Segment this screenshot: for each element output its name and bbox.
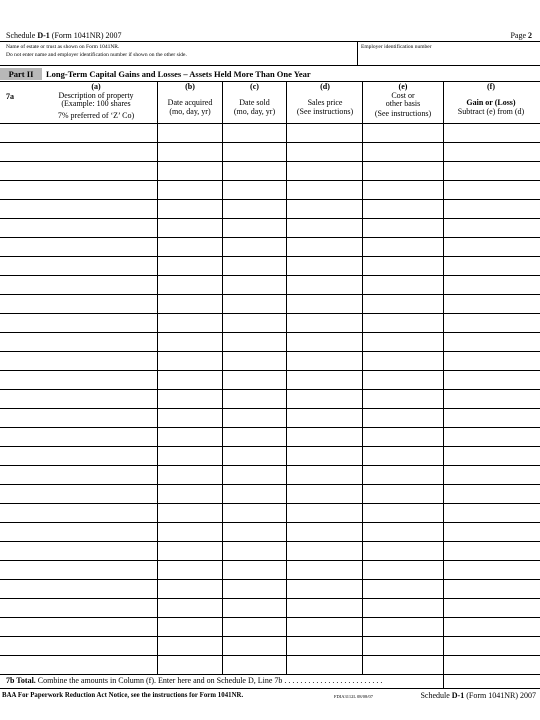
entry-cell-date-acquired[interactable] [159, 257, 221, 274]
column-f-text-1: Gain or (Loss) [466, 97, 516, 107]
entry-cell-description[interactable] [1, 637, 156, 654]
entry-cell-gain-loss[interactable] [445, 561, 539, 578]
entry-cell-date-sold[interactable] [224, 656, 285, 673]
entry-cell-gain-loss[interactable] [445, 428, 539, 445]
entry-cell-description[interactable] [1, 618, 156, 635]
entry-cell-date-acquired[interactable] [159, 295, 221, 312]
entry-cell-cost-basis[interactable] [364, 257, 442, 274]
column-header-f [444, 83, 538, 117]
name-line-1: Name of estate or trust as shown on Form 1041NR. [6, 44, 120, 50]
entry-cell-cost-basis[interactable] [364, 599, 442, 616]
entry-cell-date-acquired[interactable] [159, 580, 221, 597]
column-e-text-2: other basis [385, 99, 421, 109]
page-number [510, 31, 532, 40]
entry-cell-cost-basis[interactable] [364, 466, 442, 483]
part-bottom-rule [0, 81, 540, 82]
entry-cell-description[interactable] [1, 561, 156, 578]
entry-cell-date-acquired[interactable] [159, 561, 221, 578]
entry-cell-gain-loss[interactable] [445, 618, 539, 635]
baa-notice: BAA For Paperwork Reduction Act Notice, see the instructions for Form 1041NR. [2, 692, 244, 699]
column-header-a [36, 83, 156, 120]
entry-cell-cost-basis[interactable] [364, 276, 442, 293]
entry-cell-description[interactable] [1, 219, 156, 236]
entry-cell-sales-price[interactable] [288, 219, 361, 236]
line-7a-label: 7a [6, 92, 14, 101]
ein-field[interactable] [360, 52, 538, 65]
entry-cell-date-sold[interactable] [224, 504, 285, 521]
entry-cell-sales-price[interactable] [288, 523, 361, 540]
total-amount-field[interactable] [446, 675, 538, 687]
entry-cell-gain-loss[interactable] [445, 352, 539, 369]
entry-cell-cost-basis[interactable] [364, 637, 442, 654]
entry-cell-date-acquired[interactable] [159, 200, 221, 217]
entry-cell-description[interactable] [1, 599, 156, 616]
column-c-text-1: Date sold [239, 97, 270, 107]
footer-rule [0, 688, 540, 689]
column-d-text-1: Sales price [307, 97, 343, 107]
column-a-text-2: (Example: 100 shares [61, 99, 131, 109]
entry-cell-gain-loss[interactable] [445, 599, 539, 616]
entry-cell-date-acquired[interactable] [159, 124, 221, 141]
entry-cell-date-sold[interactable] [224, 580, 285, 597]
entry-cell-cost-basis[interactable] [364, 485, 442, 502]
entry-cell-sales-price[interactable] [288, 181, 361, 198]
form-title-schedule: D-1 [37, 31, 50, 40]
total-text: Combine the amounts in Column (f). Enter here and on Schedule D, Line 7b [35, 676, 283, 685]
column-d-letter: (d) [320, 82, 330, 91]
ein-divider [357, 41, 358, 65]
entry-cell-date-sold[interactable] [224, 599, 285, 616]
entry-cell-date-acquired[interactable] [159, 314, 221, 331]
entry-cell-gain-loss[interactable] [445, 219, 539, 236]
entry-cell-description[interactable] [1, 143, 156, 160]
entry-cell-gain-loss[interactable] [445, 314, 539, 331]
entry-cell-sales-price[interactable] [288, 200, 361, 217]
entry-cell-cost-basis[interactable] [364, 219, 442, 236]
entry-cell-sales-price[interactable] [288, 409, 361, 426]
column-c-text-2: (mo, day, yr) [233, 107, 276, 117]
entry-cell-cost-basis[interactable] [364, 447, 442, 464]
entry-cell-sales-price[interactable] [288, 276, 361, 293]
form-code: FDIA3112L 08/08/07 [334, 694, 374, 699]
entry-cell-description[interactable] [1, 314, 156, 331]
entry-cell-sales-price[interactable] [288, 162, 361, 179]
entry-cell-gain-loss[interactable] [445, 181, 539, 198]
col-divider-d [286, 81, 287, 674]
column-e-text-1: Cost or [391, 90, 415, 100]
total-label: 7b Total. [6, 676, 36, 685]
col-divider-f [443, 81, 444, 688]
name-field[interactable] [2, 52, 354, 65]
entry-cell-sales-price[interactable] [288, 352, 361, 369]
entry-cell-date-acquired[interactable] [159, 162, 221, 179]
entry-cell-cost-basis[interactable] [364, 333, 442, 350]
entry-cell-date-sold[interactable] [224, 162, 285, 179]
entry-cell-date-sold[interactable] [224, 143, 285, 160]
entry-cell-cost-basis[interactable] [364, 162, 442, 179]
part-top-rule [0, 65, 540, 66]
entry-cell-cost-basis[interactable] [364, 542, 442, 559]
column-e-letter: (e) [398, 82, 408, 91]
entry-cell-date-acquired[interactable] [159, 428, 221, 445]
entry-cell-gain-loss[interactable] [445, 504, 539, 521]
entry-cell-description[interactable] [1, 295, 156, 312]
entry-cell-date-acquired[interactable] [159, 599, 221, 616]
entry-cell-sales-price[interactable] [288, 428, 361, 445]
entry-cell-sales-price[interactable] [288, 143, 361, 160]
entry-cell-date-sold[interactable] [224, 371, 285, 388]
entry-cell-cost-basis[interactable] [364, 523, 442, 540]
entry-cell-gain-loss[interactable] [445, 542, 539, 559]
entry-cell-sales-price[interactable] [288, 580, 361, 597]
col-divider-e [362, 81, 363, 674]
entry-cell-cost-basis[interactable] [364, 656, 442, 673]
column-a-text-3: 7% preferred of ‘Z’ Co) [57, 110, 135, 120]
entry-cell-date-sold[interactable] [224, 561, 285, 578]
entry-cell-date-sold[interactable] [224, 200, 285, 217]
column-d-text-2: (See instructions) [296, 107, 354, 117]
entry-cell-date-acquired[interactable] [159, 181, 221, 198]
part-label: Part II [0, 68, 42, 80]
entry-cell-date-sold[interactable] [224, 314, 285, 331]
column-header-c [223, 83, 286, 117]
entry-cell-cost-basis[interactable] [364, 295, 442, 312]
col-divider-c [222, 81, 223, 674]
entry-cell-date-sold[interactable] [224, 295, 285, 312]
entry-cell-description[interactable] [1, 580, 156, 597]
entry-cell-gain-loss[interactable] [445, 371, 539, 388]
entry-cell-date-acquired[interactable] [159, 219, 221, 236]
entry-cell-cost-basis[interactable] [364, 124, 442, 141]
entry-cell-sales-price[interactable] [288, 485, 361, 502]
name-line-2: Do not enter name and employer identification number if shown on the other side. [6, 52, 187, 58]
entry-cell-cost-basis[interactable] [364, 238, 442, 255]
total-leader: . . . . . . . . . . . . . . . . . . . . . . . . . [282, 676, 383, 685]
entry-cell-gain-loss[interactable] [445, 580, 539, 597]
form-title [6, 31, 122, 40]
entry-cell-date-acquired[interactable] [159, 618, 221, 635]
entry-cell-sales-price[interactable] [288, 466, 361, 483]
entry-cell-cost-basis[interactable] [364, 200, 442, 217]
entry-cell-date-sold[interactable] [224, 523, 285, 540]
entry-cell-description[interactable] [1, 409, 156, 426]
entry-cell-sales-price[interactable] [288, 314, 361, 331]
entry-cell-description[interactable] [1, 276, 156, 293]
entry-cell-date-sold[interactable] [224, 333, 285, 350]
entry-cell-description[interactable] [1, 200, 156, 217]
entry-cell-description[interactable] [1, 124, 156, 141]
entry-cell-sales-price[interactable] [288, 295, 361, 312]
entry-cell-cost-basis[interactable] [364, 409, 442, 426]
entry-cell-description[interactable] [1, 466, 156, 483]
column-f-letter: (f) [487, 82, 495, 91]
entry-cell-date-acquired[interactable] [159, 352, 221, 369]
entry-cell-date-acquired[interactable] [159, 390, 221, 407]
entry-cell-sales-price[interactable] [288, 656, 361, 673]
entry-cell-description[interactable] [1, 523, 156, 540]
footer-title-prefix: Schedule [420, 691, 452, 700]
entry-cell-date-sold[interactable] [224, 485, 285, 502]
entry-cell-gain-loss[interactable] [445, 143, 539, 160]
entry-cell-description[interactable] [1, 257, 156, 274]
entry-cell-description[interactable] [1, 238, 156, 255]
entry-cell-gain-loss[interactable] [445, 295, 539, 312]
entry-cell-gain-loss[interactable] [445, 466, 539, 483]
column-e-text-3: (See instructions) [374, 108, 432, 118]
entry-cell-description[interactable] [1, 447, 156, 464]
entry-cell-date-acquired[interactable] [159, 656, 221, 673]
entry-cell-cost-basis[interactable] [364, 580, 442, 597]
entry-cell-sales-price[interactable] [288, 371, 361, 388]
entry-cell-date-sold[interactable] [224, 124, 285, 141]
entry-cell-sales-price[interactable] [288, 504, 361, 521]
entry-cell-date-acquired[interactable] [159, 409, 221, 426]
entry-cell-date-sold[interactable] [224, 542, 285, 559]
entry-cell-date-acquired[interactable] [159, 637, 221, 654]
entry-cell-date-acquired[interactable] [159, 504, 221, 521]
column-a-text-1: Description of property [58, 90, 134, 100]
entry-cell-gain-loss[interactable] [445, 637, 539, 654]
entry-cell-sales-price[interactable] [288, 390, 361, 407]
entry-cell-gain-loss[interactable] [445, 485, 539, 502]
column-f-text-2: Subtract (e) from (d) [457, 107, 525, 117]
entry-cell-description[interactable] [1, 352, 156, 369]
entry-cell-gain-loss[interactable] [445, 447, 539, 464]
entry-cell-description[interactable] [1, 428, 156, 445]
column-b-text-2: (mo, day, yr) [169, 107, 211, 117]
entry-cell-sales-price[interactable] [288, 599, 361, 616]
column-a-letter: (a) [91, 82, 101, 91]
entry-cell-date-sold[interactable] [224, 447, 285, 464]
entry-cell-description[interactable] [1, 390, 156, 407]
entry-cell-sales-price[interactable] [288, 561, 361, 578]
entry-cell-gain-loss[interactable] [445, 238, 539, 255]
entry-cell-gain-loss[interactable] [445, 409, 539, 426]
footer-title-schedule: D-1 [451, 691, 465, 700]
column-b-text-1: Date acquired [167, 97, 213, 107]
entry-cell-cost-basis[interactable] [364, 390, 442, 407]
entry-cell-description[interactable] [1, 371, 156, 388]
entry-cell-cost-basis[interactable] [364, 504, 442, 521]
entry-cell-date-sold[interactable] [224, 466, 285, 483]
entry-cell-gain-loss[interactable] [445, 124, 539, 141]
entry-cell-cost-basis[interactable] [364, 618, 442, 635]
entry-cell-sales-price[interactable] [288, 124, 361, 141]
ein-label: Employer identification number [361, 44, 432, 50]
entry-cell-sales-price[interactable] [288, 618, 361, 635]
entry-cell-sales-price[interactable] [288, 637, 361, 654]
column-header-d [287, 83, 363, 117]
entry-cell-date-acquired[interactable] [159, 333, 221, 350]
part-title: Long-Term Capital Gains and Losses – Assets Held More Than One Year [46, 69, 311, 79]
form-title-suffix: (Form 1041NR) 2007 [49, 31, 122, 40]
entry-cell-cost-basis[interactable] [364, 352, 442, 369]
entry-cell-date-acquired[interactable] [159, 238, 221, 255]
entry-cell-cost-basis[interactable] [364, 143, 442, 160]
entry-cell-date-acquired[interactable] [159, 371, 221, 388]
entry-cell-gain-loss[interactable] [445, 276, 539, 293]
entry-cell-date-acquired[interactable] [159, 447, 221, 464]
entry-cell-sales-price[interactable] [288, 257, 361, 274]
footer-title-suffix: (Form 1041NR) 2007 [464, 691, 536, 700]
entry-cell-date-sold[interactable] [224, 637, 285, 654]
entry-cell-date-acquired[interactable] [159, 466, 221, 483]
entry-cell-gain-loss[interactable] [445, 523, 539, 540]
entry-cell-sales-price[interactable] [288, 447, 361, 464]
entry-cell-sales-price[interactable] [288, 333, 361, 350]
col-divider-b [157, 81, 158, 674]
column-c-letter: (c) [250, 82, 259, 91]
entry-cell-sales-price[interactable] [288, 238, 361, 255]
entry-cell-date-sold[interactable] [224, 428, 285, 445]
entry-cell-cost-basis[interactable] [364, 371, 442, 388]
entry-cell-gain-loss[interactable] [445, 200, 539, 217]
entry-cell-sales-price[interactable] [288, 542, 361, 559]
entry-cell-date-sold[interactable] [224, 390, 285, 407]
entry-cell-date-acquired[interactable] [159, 542, 221, 559]
entry-cell-cost-basis[interactable] [364, 181, 442, 198]
entry-cell-date-acquired[interactable] [159, 276, 221, 293]
footer-form-title [420, 691, 536, 700]
total-line [6, 676, 382, 685]
entry-cell-date-sold[interactable] [224, 257, 285, 274]
entry-cell-gain-loss[interactable] [445, 333, 539, 350]
entry-cell-date-sold[interactable] [224, 238, 285, 255]
entry-cell-description[interactable] [1, 181, 156, 198]
page-number-value: 2 [528, 31, 532, 40]
entry-cell-cost-basis[interactable] [364, 314, 442, 331]
entry-cell-date-acquired[interactable] [159, 485, 221, 502]
entry-cell-description[interactable] [1, 485, 156, 502]
column-header-b [158, 83, 222, 117]
entry-cell-date-sold[interactable] [224, 409, 285, 426]
form-title-prefix: Schedule [6, 31, 38, 40]
entry-cell-date-acquired[interactable] [159, 143, 221, 160]
entry-cell-gain-loss[interactable] [445, 257, 539, 274]
entry-cell-date-sold[interactable] [224, 618, 285, 635]
entry-cell-description[interactable] [1, 504, 156, 521]
page-label: Page [510, 31, 528, 40]
entry-cell-cost-basis[interactable] [364, 561, 442, 578]
entry-cell-description[interactable] [1, 656, 156, 673]
entry-cell-cost-basis[interactable] [364, 428, 442, 445]
entry-cell-description[interactable] [1, 162, 156, 179]
column-header-e [363, 83, 443, 118]
column-b-letter: (b) [185, 82, 195, 91]
entry-cell-gain-loss[interactable] [445, 656, 539, 673]
entry-cell-date-sold[interactable] [224, 352, 285, 369]
entry-cell-description[interactable] [1, 542, 156, 559]
entry-cell-date-sold[interactable] [224, 276, 285, 293]
entry-cell-date-sold[interactable] [224, 219, 285, 236]
entry-cell-gain-loss[interactable] [445, 390, 539, 407]
entry-cell-gain-loss[interactable] [445, 162, 539, 179]
entry-cell-description[interactable] [1, 333, 156, 350]
entry-cell-date-acquired[interactable] [159, 523, 221, 540]
entry-cell-date-sold[interactable] [224, 181, 285, 198]
